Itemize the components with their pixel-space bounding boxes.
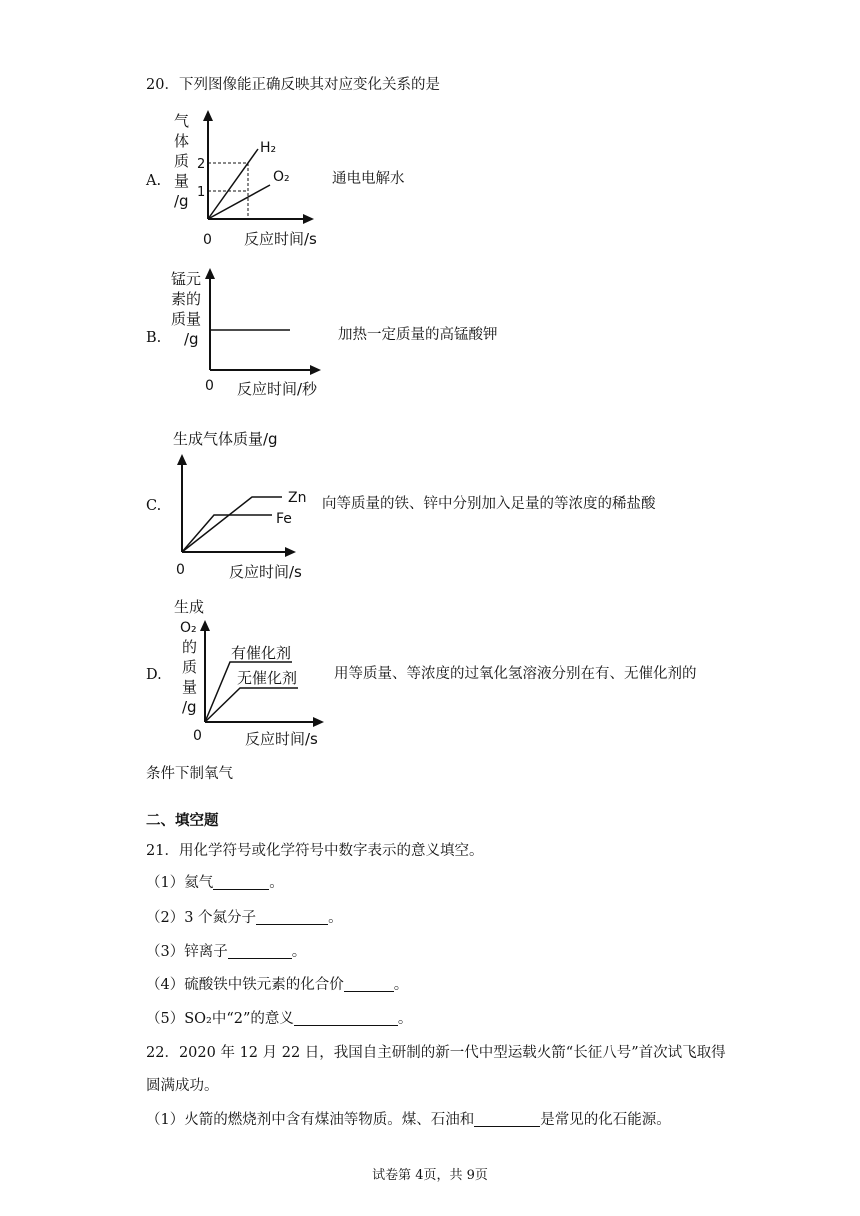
option-b-letter: B. [146, 330, 162, 346]
answer-blank[interactable] [228, 944, 292, 959]
chart-d-label-with-catalyst: 有催化剂 [231, 644, 292, 662]
chart-c-label-zn: Zn [288, 490, 307, 506]
option-c-letter: C. [146, 498, 162, 514]
svg-text:素的: 素的 [171, 290, 202, 308]
answer-blank[interactable] [344, 977, 394, 992]
svg-text:量: 量 [182, 678, 198, 696]
chart-a-ytick-2: 2 [197, 157, 206, 172]
q22-item-1: （1）火箭的燃烧剂中含有煤油等物质。煤、石油和 是常见的化石能源。 [146, 1112, 671, 1128]
svg-text:/g: /g [184, 330, 199, 348]
option-d-desc: 用等质量、等浓度的过氧化氢溶液分别在有、无催化剂的 [334, 666, 697, 682]
chart-b-xlabel: 反应时间/秒 [237, 380, 318, 398]
chart-c-label-fe: Fe [276, 511, 292, 527]
question-22-stem-line2: 圆满成功。 [146, 1078, 219, 1094]
svg-text:气: 气 [174, 112, 190, 130]
q21-item-2: （2）3 个氮分子 。 [146, 910, 343, 926]
svg-text:/g: /g [174, 192, 189, 210]
chart-d-xlabel: 反应时间/s [245, 730, 318, 748]
question-21-stem: 21．用化学符号或化学符号中数字表示的意义填空。 [146, 843, 484, 859]
chart-c-origin: 0 [176, 562, 185, 578]
question-22-stem-line1: 22．2020 年 12 月 22 日，我国自主研制的新一代中型运载火箭“长征八号”首次试飞取得 [146, 1045, 726, 1061]
answer-blank[interactable] [294, 1011, 398, 1026]
chart-d-x-arrow [313, 717, 324, 727]
chart-d-ylabel [174, 598, 204, 716]
chart-d-label-without-catalyst: 无催化剂 [237, 669, 298, 687]
chart-d-line-without-catalyst [205, 688, 298, 722]
q21-item-1: （1）氦气 。 [146, 875, 284, 891]
chart-d-origin: 0 [193, 728, 202, 744]
option-c-desc: 向等质量的铁、锌中分别加入足量的等浓度的稀盐酸 [322, 496, 656, 512]
chart-b-origin: 0 [205, 378, 214, 394]
svg-text:的: 的 [182, 638, 198, 656]
svg-text:生成: 生成 [174, 598, 205, 616]
svg-text:体: 体 [174, 132, 190, 150]
q21-item-4: （4）硫酸铁中铁元素的化合价 。 [146, 977, 409, 993]
chart-a-xlabel: 反应时间/s [244, 230, 317, 248]
chart-c-xlabel: 反应时间/s [229, 563, 302, 581]
chart-d-y-arrow [200, 620, 210, 631]
question-20-stem: 20．下列图像能正确反映其对应变化关系的是 [146, 77, 440, 93]
section-title: 二、填空题 [146, 812, 219, 829]
svg-text:质量: 质量 [171, 310, 202, 328]
answer-blank[interactable] [213, 875, 269, 890]
chart-a-origin: 0 [203, 232, 212, 248]
option-d-letter: D. [146, 667, 162, 683]
option-b-desc: 加热一定质量的高锰酸钾 [338, 327, 498, 343]
answer-blank[interactable] [256, 910, 328, 925]
option-a-desc: 通电电解水 [332, 171, 405, 187]
option-a-letter: A. [146, 173, 162, 189]
option-d-desc-continued: 条件下制氧气 [146, 766, 233, 782]
page-footer: 试卷第 4页，共 9页 [372, 1168, 488, 1183]
chart-a-ytick-1: 1 [197, 185, 206, 200]
svg-text:量: 量 [174, 172, 190, 190]
q21-item-5: （5）SO₂中“2”的意义 。 [146, 1011, 413, 1027]
chart-a-label-h2: H₂ [260, 140, 277, 156]
chart-c-ylabel: 生成气体质量/g [173, 430, 278, 448]
chart-a-label-o2: O₂ [273, 169, 290, 185]
svg-text:质: 质 [174, 152, 190, 170]
q21-item-3: （3）锌离子 。 [146, 944, 307, 960]
svg-text:O₂: O₂ [180, 620, 197, 636]
svg-text:/g: /g [182, 698, 197, 716]
svg-text:质: 质 [182, 658, 198, 676]
answer-blank[interactable] [474, 1112, 540, 1127]
svg-text:锰元: 锰元 [171, 270, 202, 288]
